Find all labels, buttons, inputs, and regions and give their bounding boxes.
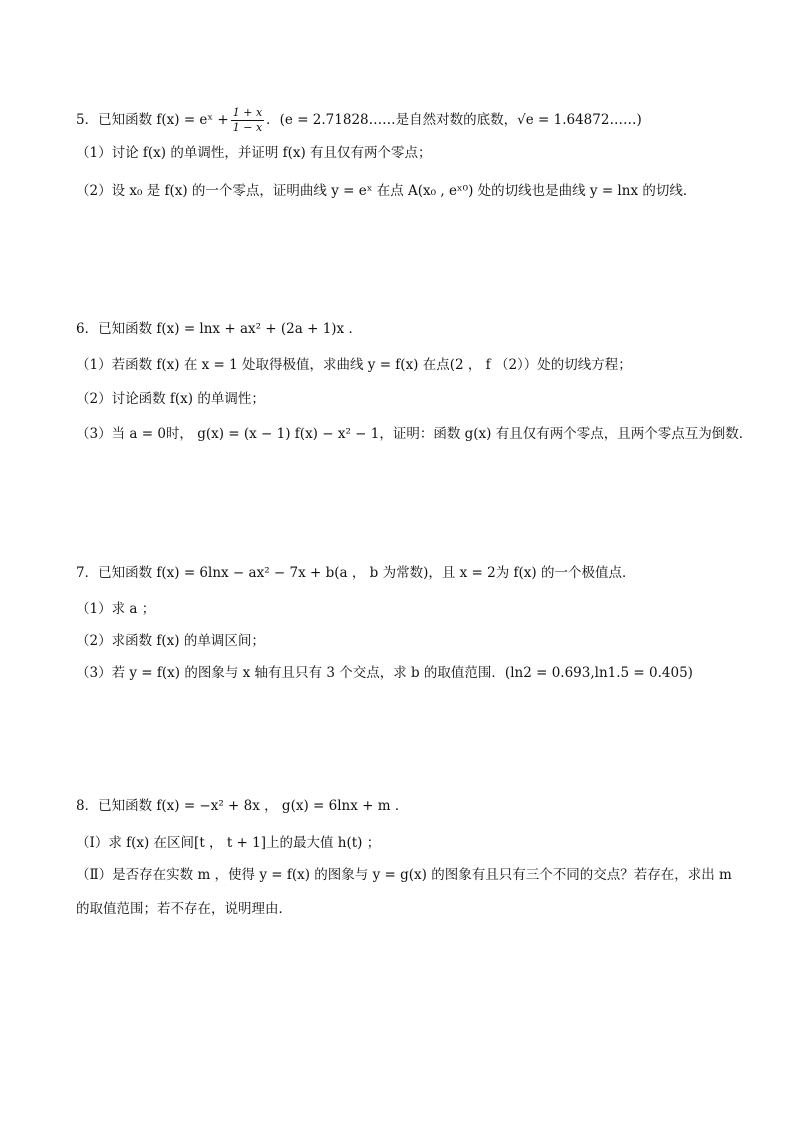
problem-5-part-2: （2）设 x₀ 是 f(x) 的一个零点，证明曲线 y = eˣ 在点 A(x₀ , eˣ⁰) 处的切线也是曲线 y = lnx 的切线． — [76, 183, 697, 199]
problem-6-part-3: （3）当 a = 0时， g(x) = (x − 1) f(x) − x² − 1，证明：函数 g(x) 有且仅有两个零点，且两个零点互为倒数． — [76, 426, 753, 442]
problem-5-fraction-numerator: 1 + x — [232, 106, 263, 119]
problem-7-stem: 7．已知函数 f(x) = 6lnx − ax² − 7x + b(a ， b 为常数)，且 x = 2为 f(x) 的一个极值点． — [76, 565, 636, 581]
problem-5-stem-pre: 5．已知函数 f(x) = eˣ + — [76, 112, 229, 128]
problem-6-part-1: （1）若函数 f(x) 在 x = 1 处取得极值，求曲线 y = f(x) 在点(2 ， f （2））处的切线方程； — [76, 357, 632, 373]
problem-8-part-1: （Ⅰ）求 f(x) 在区间[t ， t + 1]上的最大值 h(t) ； — [76, 835, 381, 851]
problem-8-part-2-line-1: （Ⅱ）是否存在实数 m ，使得 y = f(x) 的图象与 y = g(x) 的图象有且只有三个不同的交点？若存在，求出 m — [76, 867, 732, 883]
problem-6-part-2: （2）讨论函数 f(x) 的单调性； — [76, 391, 265, 407]
problem-7-part-3: （3）若 y = f(x) 的图象与 x 轴有且只有 3 个交点，求 b 的取值范围．(ln2 = 0.693,ln1.5 = 0.405) — [76, 665, 693, 681]
problem-7-part-1: （1）求 a ； — [76, 601, 156, 617]
problem-5-fraction — [231, 107, 264, 134]
problem-5-stem-post: ．(e = 2.71828……是自然对数的底数，√e = 1.64872……) — [266, 112, 642, 128]
problem-5-stem — [76, 107, 642, 134]
problem-6-stem: 6．已知函数 f(x) = lnx + ax² + (2a + 1)x ． — [76, 321, 362, 337]
problem-7-part-2: （2）求函数 f(x) 的单调区间； — [76, 633, 265, 649]
problem-5-part-1: （1）讨论 f(x) 的单调性，并证明 f(x) 有且仅有两个零点； — [76, 145, 432, 161]
problem-8-part-2-line-2: 的取值范围；若不存在，说明理由． — [76, 901, 292, 917]
problem-5-fraction-denominator: 1 − x — [232, 121, 263, 134]
problem-8-stem: 8．已知函数 f(x) = −x² + 8x ， g(x) = 6lnx + m ． — [76, 798, 409, 814]
